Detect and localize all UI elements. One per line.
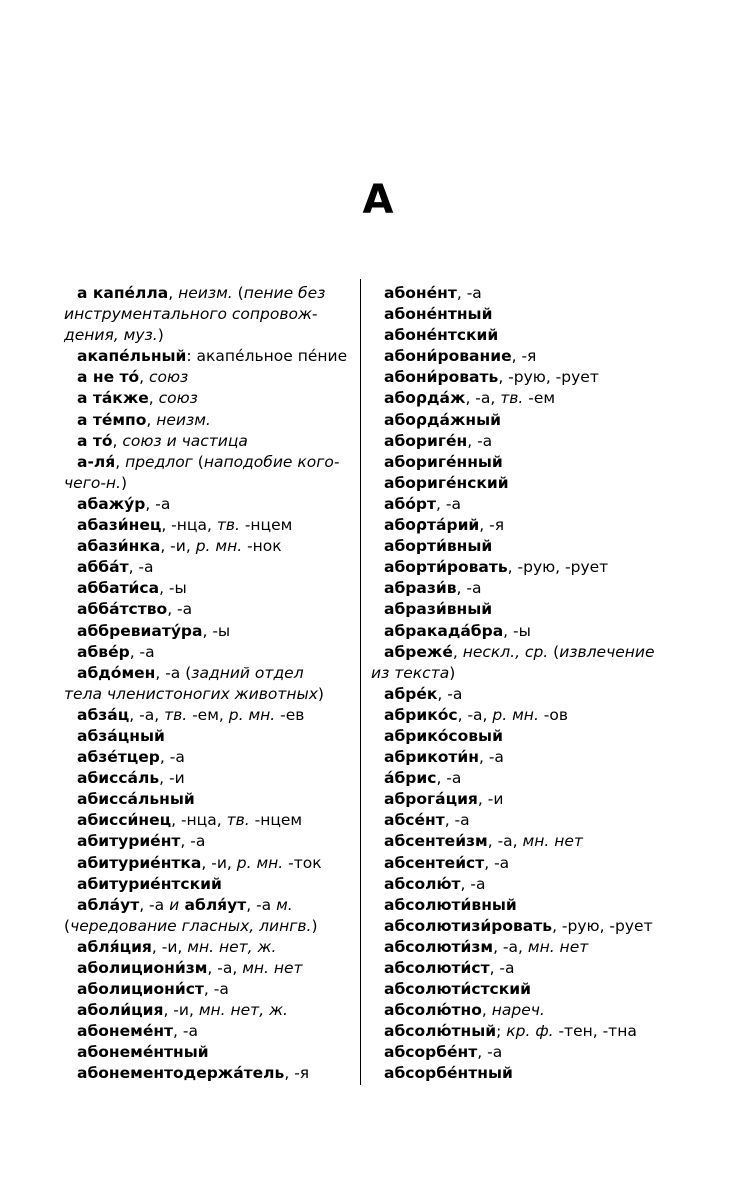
entry-text: , -а: [489, 959, 515, 977]
grammar-note: мн. нет: [527, 937, 589, 956]
headword: абля́ут: [179, 895, 247, 914]
entry-text: (: [64, 916, 71, 935]
headword: абонементодержа́тель: [77, 1064, 285, 1083]
headword: абитурие́нтский: [77, 874, 222, 893]
grammar-note: пение без: [243, 284, 326, 302]
entry-text: , -а,: [487, 832, 523, 851]
grammar-note: кр. ф.: [506, 1022, 554, 1041]
grammar-note: нареч.: [491, 1001, 545, 1020]
entry-text: -ем: [523, 389, 556, 408]
entry-text: ,: [112, 431, 123, 450]
entry-text: , -я: [511, 347, 537, 366]
grammar-note: тела членистоногих животных: [64, 684, 318, 703]
entry-text: , -нца,: [171, 811, 227, 830]
headword: абба́т: [77, 558, 129, 577]
entry-text: -ов: [538, 705, 569, 724]
dictionary-entry: [64, 557, 348, 578]
headword: а та́кже: [77, 389, 149, 408]
entry-text: , -а: [203, 980, 229, 999]
entry-text: -нок: [242, 537, 282, 556]
dictionary-entry: [64, 853, 348, 874]
headword: абсолю́тно: [384, 1001, 482, 1020]
entry-text: ): [449, 663, 456, 682]
dictionary-entry: [64, 599, 348, 620]
entry-text: , -рую, -рует: [507, 558, 609, 577]
dictionary-entry: [371, 810, 661, 831]
dictionary-entry: [371, 452, 661, 473]
dictionary-entry: [371, 789, 661, 810]
dictionary-entry: [64, 789, 348, 810]
headword: абορта́рий: [384, 516, 480, 535]
headword: абориге́нный: [384, 452, 503, 471]
entry-text: , -ы: [159, 579, 187, 598]
entry-text: ,: [148, 389, 159, 408]
dictionary-entry: [371, 431, 661, 452]
entry-text: , -а: [173, 1022, 198, 1041]
dictionary-entry: [371, 410, 661, 431]
dictionary-entry: [371, 367, 661, 388]
entry-text: , -а: [139, 895, 170, 914]
entry-text: , -а: [145, 494, 171, 513]
dictionary-entry: [64, 810, 348, 831]
dictionary-entry: [64, 642, 348, 663]
dictionary-entry: [371, 853, 661, 874]
headword: аброга́ция: [384, 790, 478, 809]
dictionary-entry: [371, 979, 661, 1000]
headword: абази́нец: [77, 516, 162, 535]
dictionary-entry: [64, 747, 348, 768]
headword: абонеме́нтный: [77, 1043, 209, 1062]
entry-text: ): [311, 916, 318, 935]
grammar-note: тв.: [164, 705, 188, 724]
grammar-note: р. мн.: [228, 705, 276, 724]
dictionary-entry: [64, 1000, 348, 1021]
grammar-note: нескл., ср.: [462, 642, 549, 661]
dictionary-entry: [64, 979, 348, 1000]
headword: абисса́ль: [77, 769, 160, 788]
dictionary-entry: [371, 874, 661, 895]
entry-text: -тен, -тна: [553, 1022, 637, 1041]
entry-text: , -а (: [155, 663, 192, 682]
grammar-note: и: [169, 895, 180, 914]
entry-text: , -а: [478, 748, 504, 767]
dictionary-entry: [371, 1021, 661, 1042]
entry-continuation-line: [371, 663, 661, 684]
headword: а капе́лла: [77, 284, 169, 302]
headword: абоне́нт: [384, 284, 457, 302]
entry-text: , -и,: [163, 1001, 199, 1020]
grammar-note: неизм.: [178, 284, 233, 302]
dictionary-entry: [64, 388, 348, 409]
headword: абсолюти́ст: [384, 959, 490, 977]
headword: абве́р: [77, 642, 130, 661]
headword: абза́цный: [77, 726, 165, 745]
headword: а-ля́: [77, 452, 116, 471]
grammar-note: тв.: [226, 811, 250, 830]
headword: абажу́р: [77, 494, 146, 513]
dictionary-entry: [64, 831, 348, 852]
headword: абсолютизи́ровать: [384, 916, 553, 935]
grammar-note: чего-н.: [64, 473, 121, 492]
headword: абони́ровать: [384, 368, 499, 387]
headword: абитурие́нтка: [77, 853, 202, 872]
grammar-note: м.: [276, 895, 293, 914]
dictionary-entry: [64, 346, 348, 367]
entry-text: -ем,: [187, 705, 229, 724]
entry-text: ,: [168, 284, 179, 302]
grammar-note: р. мн.: [195, 537, 243, 556]
entry-text: , -а: [246, 895, 277, 914]
headword: абсолюти́стский: [384, 980, 531, 999]
entry-text: ,: [115, 452, 126, 471]
headword: абсолюти́вный: [384, 895, 517, 914]
headword: абзе́тцер: [77, 748, 160, 767]
entry-text: , -а: [484, 853, 510, 872]
entry-text: , -а: [477, 1043, 503, 1062]
left-column: [64, 283, 348, 1085]
entry-text: (: [548, 642, 560, 661]
grammar-note: мн. нет: [522, 832, 583, 851]
dictionary-entry: [371, 1042, 661, 1063]
dictionary-entry: [371, 916, 661, 937]
entry-text: , -а,: [465, 389, 501, 408]
entry-text: , -а: [467, 431, 493, 450]
headword: абоне́нтный: [384, 305, 493, 324]
entry-text: : акапе́льное пе́ние: [186, 347, 348, 366]
dictionary-entry: [371, 473, 661, 494]
dictionary-entry: [371, 768, 661, 789]
entry-text: , -а: [460, 874, 486, 893]
entry-text: , -и,: [151, 937, 188, 956]
headword: абориге́нский: [384, 473, 509, 492]
headword: абсолю́т: [384, 874, 461, 893]
dictionary-entry: [371, 831, 661, 852]
dictionary-entry: [371, 705, 661, 726]
headword: абракада́бра: [384, 621, 504, 640]
entry-text: -нцем: [239, 516, 293, 535]
headword: абориге́н: [384, 431, 468, 450]
grammar-note: задний отдел: [191, 663, 304, 682]
entry-text: , -а,: [493, 937, 528, 956]
dictionary-entry: [371, 536, 661, 557]
grammar-note: мн. нет, ж.: [187, 937, 277, 956]
entry-text: ;: [496, 1022, 507, 1041]
dictionary-entry: [371, 726, 661, 747]
dictionary-entry: [64, 431, 348, 452]
headword: абреже́: [384, 642, 453, 661]
grammar-note: союз: [158, 389, 198, 408]
entry-text: , -а: [456, 284, 482, 302]
headword: а не то́: [77, 368, 140, 387]
headword: абитурие́нт: [77, 832, 181, 851]
dictionary-entry: [371, 642, 661, 663]
dictionary-entry: [64, 663, 348, 684]
headword: аббати́са: [77, 579, 160, 598]
headword: абонеме́нт: [77, 1022, 174, 1041]
dictionary-entry: [371, 1000, 661, 1021]
entry-text: , -а: [167, 600, 193, 619]
entry-text: , -а: [456, 579, 482, 598]
grammar-note: мн. нет, ж.: [198, 1001, 288, 1020]
dictionary-entry: [64, 768, 348, 789]
column-divider: [360, 279, 361, 1085]
headword: аборти́вный: [384, 537, 493, 556]
dictionary-entry: [64, 1042, 348, 1063]
entry-text: , -нца,: [161, 516, 217, 535]
headword: а́брис: [384, 769, 437, 788]
headword: абба́тство: [77, 600, 168, 619]
entry-text: , -ы: [503, 621, 531, 640]
headword: абля́ция: [77, 937, 152, 956]
grammar-note: тв.: [500, 389, 524, 408]
dictionary-entry: [371, 747, 661, 768]
dictionary-entry: [64, 283, 348, 304]
headword: абисси́нец: [77, 811, 172, 830]
entry-text: -нцем: [249, 811, 303, 830]
dictionary-entry: [371, 515, 661, 536]
headword: або́рт: [384, 494, 437, 513]
dictionary-entry: [64, 410, 348, 431]
dictionary-entry: [64, 367, 348, 388]
dictionary-entry: [64, 578, 348, 599]
entry-text: (: [232, 284, 244, 302]
entry-text: , -а: [436, 494, 461, 513]
grammar-note: наподобие кого-: [203, 452, 340, 471]
entry-continuation-line: [64, 325, 348, 346]
headword: абдо́мен: [77, 663, 156, 682]
grammar-note: р. мн.: [236, 853, 284, 872]
entry-text: , -ы: [202, 621, 231, 640]
entry-text: , -и,: [160, 537, 196, 556]
entry-text: , -а: [444, 811, 470, 830]
headword: абορда́ж: [384, 389, 466, 408]
entry-text: ): [157, 326, 164, 345]
dictionary-entry: [371, 283, 661, 304]
entry-text: , -а,: [129, 705, 165, 724]
entry-text: , -а,: [457, 705, 493, 724]
entry-text: ,: [452, 642, 463, 661]
entry-text: , -а: [437, 684, 463, 703]
headword: абсе́нт: [384, 811, 445, 830]
headword: а те́мпо: [77, 410, 147, 429]
headword: аболициони́зм: [77, 959, 208, 977]
dictionary-entry: [371, 621, 661, 642]
entry-text: , -я: [479, 516, 505, 535]
headword: абоне́нтский: [384, 326, 499, 345]
dictionary-entry: [64, 1021, 348, 1042]
headword: аболициони́ст: [77, 980, 204, 999]
grammar-note: инструментального сопровож-: [64, 305, 318, 324]
entry-continuation-line: [64, 684, 348, 705]
dictionary-entry: [64, 937, 348, 958]
dictionary-entry: [371, 1063, 661, 1084]
dictionary-entry: [371, 958, 661, 979]
dictionary-entry: [64, 494, 348, 515]
dictionary-entry: [371, 684, 661, 705]
entry-text: , -а: [159, 748, 185, 767]
headword: абрикоти́н: [384, 748, 479, 767]
headword: абрази́вный: [384, 600, 493, 619]
dictionary-entry: [371, 937, 661, 958]
headword: аборти́ровать: [384, 558, 508, 577]
dictionary-entry: [64, 515, 348, 536]
entry-text: , -и: [159, 769, 185, 788]
dictionary-entry: [371, 388, 661, 409]
headword: абсолюти́зм: [384, 937, 494, 956]
headword: абсолю́тный: [384, 1022, 497, 1041]
grammar-note: предлог: [125, 452, 193, 471]
entry-text: , -а: [180, 832, 206, 851]
entry-text: , -а: [436, 769, 462, 788]
dictionary-entry: [371, 346, 661, 367]
entry-text: (: [192, 452, 204, 471]
grammar-note: извлечение: [559, 642, 655, 661]
headword: абсорбе́нтный: [384, 1064, 513, 1083]
entry-text: ,: [139, 368, 149, 387]
dictionary-entry: [371, 599, 661, 620]
entry-text: , -рую, -рует: [498, 368, 599, 387]
entry-text: ): [317, 684, 324, 703]
headword: абла́ут: [77, 895, 140, 914]
headword: абсентеи́ст: [384, 853, 485, 872]
dictionary-entry: [371, 304, 661, 325]
headword: абрико́совый: [384, 726, 503, 745]
dictionary-entry: [371, 895, 661, 916]
headword: абсентеи́зм: [384, 832, 488, 851]
entry-continuation-line: [64, 916, 348, 937]
grammar-note: мн. нет: [242, 959, 303, 977]
grammar-note: неизм.: [156, 410, 211, 429]
grammar-note: союз: [148, 368, 189, 387]
dictionary-entry: [64, 705, 348, 726]
headword: абза́ц: [77, 705, 130, 724]
headword: аболи́ция: [77, 1001, 164, 1020]
entry-text: , -а,: [207, 959, 243, 977]
headword: абрази́в: [384, 579, 457, 598]
entry-text: , -а: [128, 558, 154, 577]
headword: абсорбе́нт: [384, 1043, 478, 1062]
right-column: [371, 283, 661, 1085]
dictionary-entry: [64, 726, 348, 747]
entry-text: -ев: [275, 705, 305, 724]
headword: абрико́с: [384, 705, 458, 724]
dictionary-entry: [64, 895, 348, 916]
entry-text: , -и: [477, 790, 504, 809]
entry-text: -ток: [283, 853, 322, 872]
dictionary-entry: [371, 557, 661, 578]
dictionary-entry: [64, 452, 348, 473]
entry-text: ,: [481, 1001, 492, 1020]
grammar-note: из текста: [371, 663, 450, 682]
dictionary-entry: [64, 536, 348, 557]
grammar-note: дения, муз.: [64, 326, 158, 345]
grammar-note: союз и частица: [122, 431, 248, 450]
entry-continuation-line: [64, 473, 348, 494]
entry-text: ): [120, 473, 128, 492]
dictionary-entry: [64, 958, 348, 979]
section-letter: А: [362, 177, 394, 223]
headword: акапе́льный: [77, 347, 187, 366]
headword: абορда́жный: [384, 410, 502, 429]
dictionary-entry: [64, 621, 348, 642]
headword: а то́: [77, 431, 113, 450]
grammar-note: чередование гласных, лингв.: [70, 916, 312, 935]
dictionary-entry: [64, 1063, 348, 1084]
entry-text: , -я: [284, 1064, 310, 1083]
dictionary-entry: [371, 325, 661, 346]
grammar-note: тв.: [216, 516, 240, 535]
headword: абази́нка: [77, 537, 161, 556]
dictionary-entry: [371, 578, 661, 599]
grammar-note: р. мн.: [492, 705, 539, 724]
dictionary-entry: [64, 874, 348, 895]
entry-text: , -и,: [201, 853, 237, 872]
headword: абре́к: [384, 684, 438, 703]
entry-continuation-line: [64, 304, 348, 325]
entry-text: , -а: [129, 642, 155, 661]
headword: абони́рование: [384, 347, 512, 366]
entry-text: , -рую, -рует: [552, 916, 653, 935]
headword: аббревиату́ра: [77, 621, 203, 640]
headword: абисса́льный: [77, 790, 195, 809]
entry-text: ,: [146, 410, 157, 429]
dictionary-entry: [371, 494, 661, 515]
